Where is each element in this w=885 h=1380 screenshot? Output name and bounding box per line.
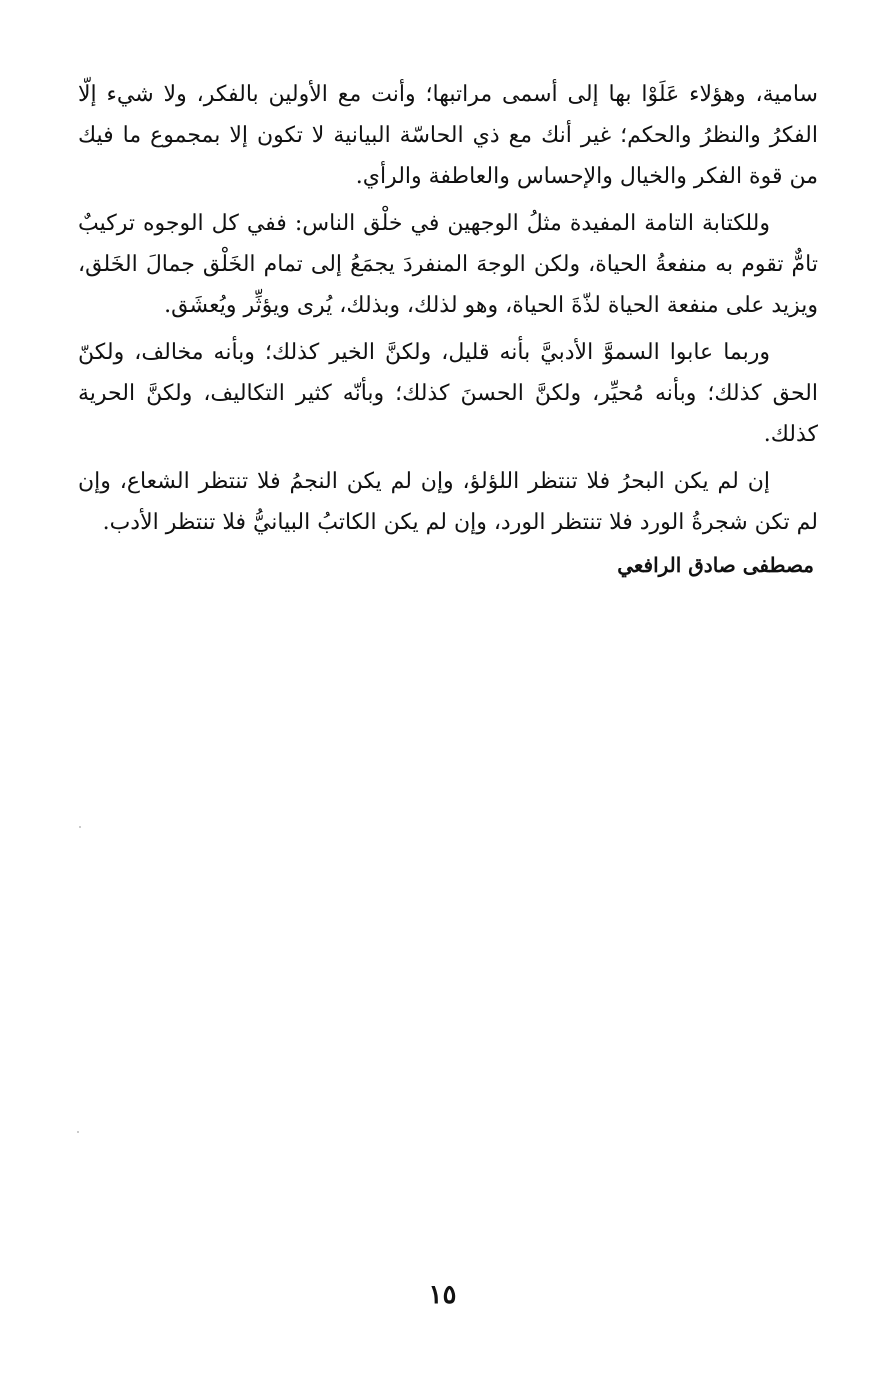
page-number: ١٥	[428, 1280, 457, 1310]
paragraph-4: إن لم يكن البحرُ فلا تنتظر اللؤلؤ، وإن لم يكن النجمُ فلا تنتظر الشعاع، وإن لم تكن شجرةُ الورد فلا تنتظر الورد، وإن لم يكن الكاتبُ البيانيُّ فلا تنتظر الأدب.	[78, 469, 818, 535]
body-text	[78, 74, 818, 581]
author-signature: مصطفى صادق الرافعي	[617, 553, 814, 577]
paragraph-3: وربما عابوا السموَّ الأدبيَّ بأنه قليل، ولكنَّ الخير كذلك؛ وبأنه مخالف، ولكنّ الحق كذلك؛ وبأنه مُحيِّر، ولكنَّ الحسنَ كذلك؛ وبأنّه كثير التكاليف، ولكنَّ الحرية كذلك.	[78, 340, 818, 447]
paragraph-2: وللكتابة التامة المفيدة مثلُ الوجهين في خلْق الناس: ففي كل الوجوه تركيبٌ تامٌّ تقوم به منفعةُ الحياة، ولكن الوجهَ المنفردَ يجمَعُ إلى تمام الخَلْق جمالَ الخَلق، ويزيد على منفعة الحياة لذّةَ الحياة، وهو لذلك، وبذلك، يُرى ويؤثِّر ويُعشَق.	[78, 211, 818, 318]
scan-speck	[77, 1131, 79, 1133]
paragraph-1: سامية، وهؤلاء عَلَوْا بها إلى أسمى مراتبها؛ وأنت مع الأولين بالفكر، ولا شيء إلّا الفكرُ والنظرُ والحكم؛ غير أنك مع ذي الحاسّة البيانية لا تكون إلا بمجموع ما فيك من قوة الفكر والخيال والإحساس والعاطفة والرأي.	[78, 82, 818, 189]
scan-speck	[79, 826, 81, 828]
